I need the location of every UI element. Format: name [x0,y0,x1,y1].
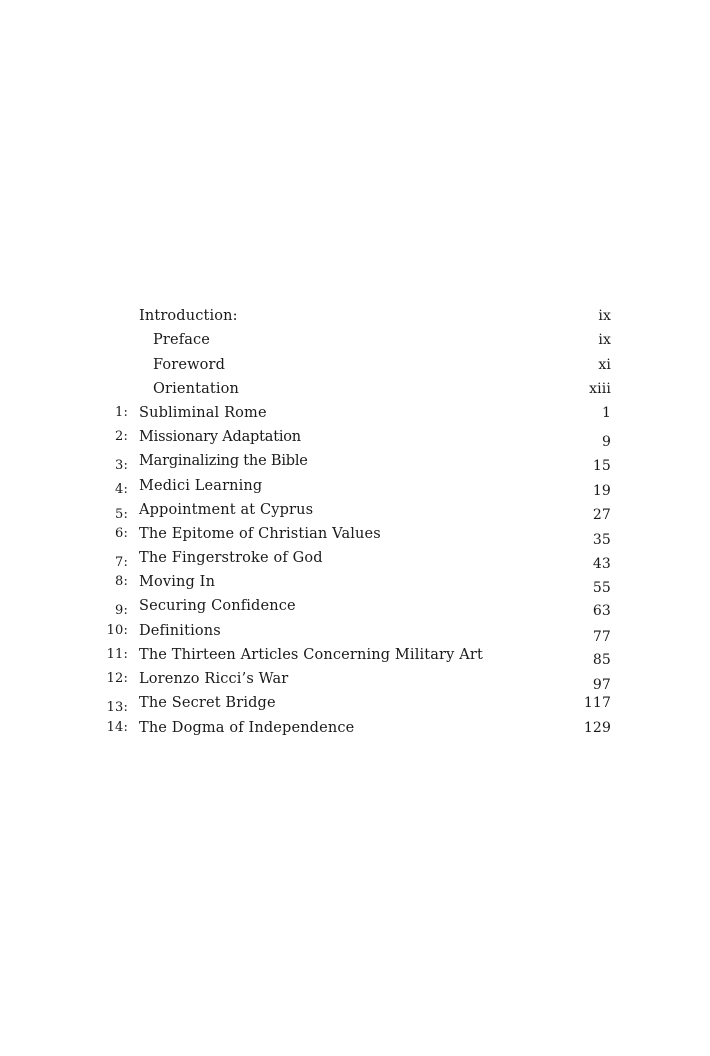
toc-entry-title: The Dogma of Independence [139,720,355,736]
toc-entry-chapter-2 [0,425,710,449]
toc-entry-title: The Secret Bridge [139,695,276,711]
toc-entry-page: 77 [592,629,611,645]
toc-entry-page: 9 [601,434,611,450]
toc-entry-page: 55 [592,580,611,596]
toc-entry-chapter-14 [0,716,710,740]
toc-entry-title: Foreword [153,357,226,373]
toc-entry-page: 97 [592,677,611,693]
toc-entry-title: Introduction: [139,308,238,324]
toc-entry-chapter-12 [0,667,710,691]
toc-entry-number: 11: [106,647,128,662]
toc-entry-title: Definitions [139,623,221,639]
toc-entry-number: 7: [115,555,128,570]
toc-entry-number: 5: [115,507,128,522]
toc-entry-page: 129 [583,720,611,736]
toc-entry-page: 27 [592,507,611,523]
toc-entry-preface [0,328,710,352]
toc-entry-title: Lorenzo Ricci’s War [139,671,289,687]
toc-entry-title: The Thirteen Articles Concerning Military Art [139,647,483,663]
toc-entry-chapter-13 [0,691,710,715]
toc-entry-chapter-3 [0,449,710,473]
toc-entry-chapter-4 [0,474,710,498]
toc-entry-page: ix [598,308,611,324]
toc-entry-title: The Fingerstroke of God [139,550,323,566]
toc-entry-page: ix [598,332,611,348]
toc-entry-number: 12: [106,671,128,686]
toc-entry-introduction [0,304,710,328]
toc-entry-number: 3: [115,458,128,473]
toc-entry-foreword [0,353,710,377]
toc-entry-title: Orientation [153,381,240,397]
toc-entry-page: 43 [592,556,611,572]
toc-entry-number: 14: [106,720,128,735]
toc-entry-chapter-5 [0,498,710,522]
toc-entry-chapter-11 [0,643,710,667]
toc-entry-title: Missionary Adaptation [139,429,301,445]
toc-entry-title: Subliminal Rome [139,405,267,421]
toc-entry-page: 1 [601,405,611,421]
toc-entry-page: 85 [592,652,611,668]
toc-entry-page: 117 [583,695,611,711]
toc-entry-orientation [0,377,710,401]
toc-entry-number: 8: [115,574,128,589]
toc-entry-title: Moving In [139,574,216,590]
toc-entry-number: 2: [115,429,128,444]
toc-entry-page: 63 [592,603,611,619]
toc-entry-page: 35 [592,532,611,548]
toc-entry-title: Appointment at Cyprus [139,502,314,518]
toc-entry-title: Medici Learning [139,478,263,494]
toc-entry-chapter-9 [0,594,710,618]
toc-entry-title: Securing Confidence [139,598,296,614]
toc-entry-number: 9: [115,603,128,618]
toc-entry-title: Marginalizing the Bible [139,453,308,469]
toc-entry-number: 1: [115,405,128,420]
toc-entry-page: xiii [589,381,611,397]
toc-entry-chapter-6 [0,522,710,546]
toc-entry-number: 10: [106,623,128,638]
toc-entry-number: 13: [106,700,128,715]
toc-entry-chapter-10 [0,619,710,643]
toc-entry-title: Preface [153,332,211,348]
toc-entry-page: 15 [592,458,611,474]
toc-entry-chapter-1 [0,401,710,425]
toc-entry-chapter-7 [0,546,710,570]
toc-entry-number: 6: [115,526,128,541]
toc-entry-page: 19 [592,483,611,499]
toc-entry-chapter-8 [0,570,710,594]
toc-entry-number: 4: [115,482,128,497]
toc-entry-page: xi [598,357,611,373]
toc-entry-title: The Epitome of Christian Values [139,526,381,542]
